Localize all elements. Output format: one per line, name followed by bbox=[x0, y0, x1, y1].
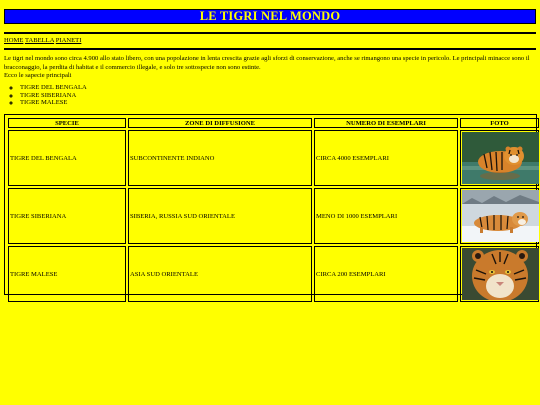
table-header-row bbox=[8, 118, 539, 128]
nav-link-pianeti[interactable]: PIANETI bbox=[55, 37, 82, 44]
column-header-numero: NUMERO DI ESEMPLARI bbox=[314, 118, 458, 128]
intro-text bbox=[4, 55, 536, 81]
table-row bbox=[8, 130, 539, 186]
table-row bbox=[8, 188, 539, 244]
list-item: ◦ TIGRE MALESE bbox=[20, 99, 87, 107]
cell-specie: TIGRE MALESE bbox=[8, 246, 126, 302]
cell-numero: CIRCA 200 ESEMPLARI bbox=[314, 246, 458, 302]
top-divider bbox=[4, 32, 536, 34]
cell-zone: ASIA SUD ORIENTALE bbox=[128, 246, 312, 302]
page-title: LE TIGRI NEL MONDO bbox=[199, 9, 341, 24]
bengal-tiger-photo bbox=[462, 132, 539, 184]
cell-specie: TIGRE SIBERIANA bbox=[8, 188, 126, 244]
species-table-frame bbox=[4, 114, 537, 295]
cell-foto bbox=[460, 188, 539, 244]
cell-zone: SIBERIA, RUSSIA SUD ORIENTALE bbox=[128, 188, 312, 244]
nav-divider bbox=[4, 48, 536, 50]
siberian-tiger-photo bbox=[462, 190, 539, 242]
intro-lead: Ecco le sapecie principali bbox=[4, 72, 72, 80]
list-item: ◦ TIGRE DEL BENGALA bbox=[20, 84, 87, 92]
cell-numero: CIRCA 4000 ESEMPLARI bbox=[314, 130, 458, 186]
column-header-specie: SPECIE bbox=[8, 118, 126, 128]
nav-link-home[interactable]: HOME bbox=[4, 37, 24, 44]
list-item: ◦ TIGRE SIBERIANA bbox=[20, 92, 87, 100]
page-banner bbox=[4, 9, 536, 24]
nav-link-tabella[interactable]: TABELLA bbox=[24, 37, 55, 44]
intro-paragraph: Le tigri nel mondo sono circa 4.900 allo stato libero, con una popolazione in lenta crescita grazie agli sforzi di conservazione, anche se rimangono una specie in pericolo. Le principali minacce sono il bracconaggio, la perdita di habitat e il commercio illegale, e solo tre sottospecie non sono estinte. bbox=[4, 55, 530, 71]
nav-bar bbox=[4, 38, 81, 45]
table-row bbox=[8, 246, 539, 302]
cell-specie: TIGRE DEL BENGALA bbox=[8, 130, 126, 186]
malayan-tiger-photo bbox=[462, 248, 539, 300]
species-list bbox=[10, 84, 87, 107]
cell-zone: SUBCONTINENTE INDIANO bbox=[128, 130, 312, 186]
species-table bbox=[6, 116, 540, 304]
cell-foto bbox=[460, 246, 539, 302]
cell-foto bbox=[460, 130, 539, 186]
cell-numero: MENO DI 1000 ESEMPLARI bbox=[314, 188, 458, 244]
column-header-zone: ZONE DI DIFFUSIONE bbox=[128, 118, 312, 128]
column-header-foto: FOTO bbox=[460, 118, 539, 128]
